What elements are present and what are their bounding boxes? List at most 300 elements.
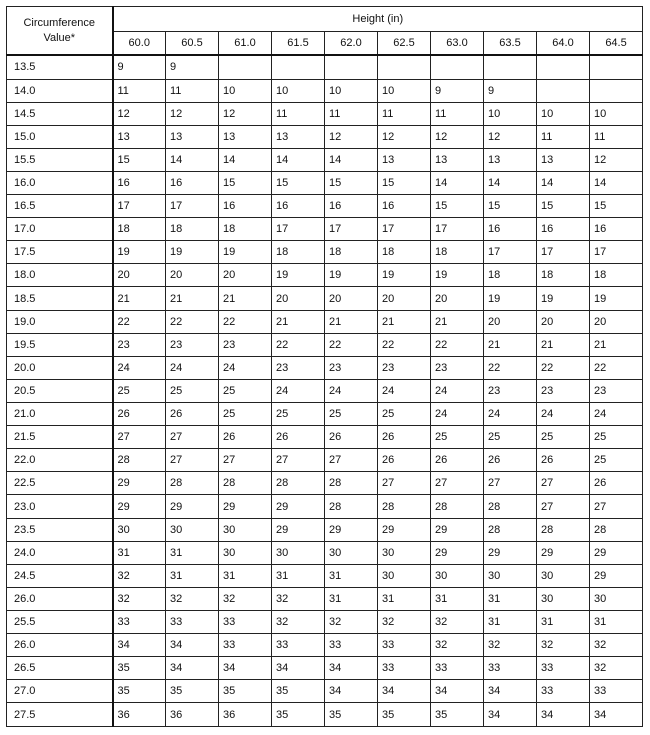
value-cell: 11	[325, 102, 378, 125]
value-cell: 14	[325, 148, 378, 171]
value-cell: 30	[537, 587, 590, 610]
value-cell: 15	[484, 195, 537, 218]
value-cell: 9	[484, 79, 537, 102]
value-cell: 28	[219, 472, 272, 495]
value-cell: 14	[590, 171, 643, 194]
table-row	[7, 403, 643, 426]
value-cell: 32	[431, 634, 484, 657]
value-cell: 28	[325, 495, 378, 518]
value-cell: 12	[113, 102, 166, 125]
circumference-cell: 25.5	[7, 611, 113, 634]
value-cell: 18	[537, 264, 590, 287]
value-cell: 19	[590, 287, 643, 310]
circumference-header-line1: Circumference	[23, 16, 96, 29]
value-cell: 25	[590, 449, 643, 472]
table-row	[7, 449, 643, 472]
circumference-cell: 21.0	[7, 403, 113, 426]
value-cell	[272, 55, 325, 79]
value-cell: 31	[537, 611, 590, 634]
table-row	[7, 195, 643, 218]
value-cell: 10	[325, 79, 378, 102]
value-cell: 15	[113, 148, 166, 171]
value-cell: 32	[590, 634, 643, 657]
value-cell: 31	[219, 564, 272, 587]
value-cell: 24	[537, 403, 590, 426]
circumference-cell: 21.5	[7, 426, 113, 449]
value-cell: 17	[113, 195, 166, 218]
value-cell: 29	[272, 518, 325, 541]
value-cell: 12	[166, 102, 219, 125]
value-cell: 14	[484, 171, 537, 194]
value-cell: 34	[325, 657, 378, 680]
value-cell: 23	[325, 356, 378, 379]
value-cell: 19	[325, 264, 378, 287]
circumference-cell: 27.5	[7, 703, 113, 727]
value-cell: 18	[484, 264, 537, 287]
value-cell: 11	[272, 102, 325, 125]
value-cell: 29	[219, 495, 272, 518]
value-cell: 32	[431, 611, 484, 634]
value-cell: 35	[219, 680, 272, 703]
value-cell: 30	[378, 541, 431, 564]
value-cell: 15	[325, 171, 378, 194]
value-cell: 17	[272, 218, 325, 241]
value-cell: 10	[378, 79, 431, 102]
value-cell: 17	[590, 241, 643, 264]
value-cell: 17	[484, 241, 537, 264]
value-cell: 22	[325, 333, 378, 356]
value-cell: 34	[378, 680, 431, 703]
value-cell: 34	[325, 680, 378, 703]
value-cell: 15	[378, 171, 431, 194]
value-cell: 20	[272, 287, 325, 310]
value-cell: 34	[219, 657, 272, 680]
value-cell: 27	[484, 472, 537, 495]
value-cell: 32	[378, 611, 431, 634]
value-cell: 30	[113, 518, 166, 541]
table-row	[7, 703, 643, 727]
value-cell: 35	[113, 680, 166, 703]
value-cell: 22	[272, 333, 325, 356]
value-cell: 15	[537, 195, 590, 218]
height-header-cell: 60.5	[166, 32, 219, 56]
value-cell: 28	[590, 518, 643, 541]
value-cell: 18	[166, 218, 219, 241]
circumference-cell: 23.0	[7, 495, 113, 518]
value-cell: 19	[537, 287, 590, 310]
value-cell: 15	[219, 171, 272, 194]
table-row	[7, 148, 643, 171]
value-cell: 31	[484, 611, 537, 634]
value-cell: 31	[378, 587, 431, 610]
height-header-cell: 63.0	[431, 32, 484, 56]
table-row	[7, 680, 643, 703]
value-cell: 12	[590, 148, 643, 171]
value-cell: 24	[325, 379, 378, 402]
value-cell: 36	[166, 703, 219, 727]
value-cell: 18	[219, 218, 272, 241]
value-cell: 31	[113, 541, 166, 564]
value-cell: 17	[325, 218, 378, 241]
value-cell: 10	[272, 79, 325, 102]
value-cell: 30	[537, 564, 590, 587]
value-cell: 26	[537, 449, 590, 472]
circumference-cell: 14.0	[7, 79, 113, 102]
value-cell: 34	[484, 703, 537, 727]
value-cell: 20	[166, 264, 219, 287]
value-cell: 22	[219, 310, 272, 333]
height-header-cell: 62.0	[325, 32, 378, 56]
table-row	[7, 102, 643, 125]
value-cell: 29	[590, 541, 643, 564]
value-cell: 34	[272, 657, 325, 680]
value-cell	[537, 55, 590, 79]
value-cell: 11	[431, 102, 484, 125]
value-cell: 20	[590, 310, 643, 333]
table-body	[7, 55, 643, 727]
value-cell: 16	[590, 218, 643, 241]
table-row	[7, 587, 643, 610]
value-cell: 16	[325, 195, 378, 218]
value-cell: 19	[219, 241, 272, 264]
value-cell: 33	[484, 657, 537, 680]
value-cell: 11	[537, 125, 590, 148]
value-cell: 12	[219, 102, 272, 125]
circumference-column-header	[7, 7, 113, 56]
value-cell: 9	[166, 55, 219, 79]
value-cell: 33	[431, 657, 484, 680]
value-cell: 30	[219, 541, 272, 564]
value-cell: 19	[484, 287, 537, 310]
value-cell: 28	[113, 449, 166, 472]
value-cell: 36	[219, 703, 272, 727]
value-cell: 30	[431, 564, 484, 587]
value-cell: 9	[431, 79, 484, 102]
value-cell: 34	[166, 657, 219, 680]
value-cell: 25	[537, 426, 590, 449]
value-cell: 11	[166, 79, 219, 102]
value-cell: 28	[484, 518, 537, 541]
value-cell: 27	[378, 472, 431, 495]
table-row	[7, 55, 643, 79]
value-cell: 31	[272, 564, 325, 587]
value-cell	[590, 55, 643, 79]
value-cell: 33	[113, 611, 166, 634]
value-cell: 33	[219, 634, 272, 657]
table-row	[7, 310, 643, 333]
value-cell: 29	[113, 472, 166, 495]
value-cell: 30	[378, 564, 431, 587]
value-cell: 26	[113, 403, 166, 426]
value-cell: 32	[272, 611, 325, 634]
value-cell: 27	[272, 449, 325, 472]
value-cell: 25	[484, 426, 537, 449]
value-cell: 29	[166, 495, 219, 518]
value-cell: 34	[431, 680, 484, 703]
value-cell: 23	[272, 356, 325, 379]
value-cell: 19	[113, 241, 166, 264]
table-row	[7, 171, 643, 194]
value-cell: 10	[537, 102, 590, 125]
value-cell: 34	[484, 680, 537, 703]
value-cell	[219, 55, 272, 79]
value-cell: 24	[431, 403, 484, 426]
value-cell: 31	[325, 587, 378, 610]
value-cell: 14	[537, 171, 590, 194]
value-cell: 22	[537, 356, 590, 379]
value-cell: 19	[431, 264, 484, 287]
value-cell: 21	[272, 310, 325, 333]
table-row	[7, 218, 643, 241]
value-cell: 33	[219, 611, 272, 634]
value-cell: 18	[431, 241, 484, 264]
value-cell: 35	[113, 657, 166, 680]
value-cell	[431, 55, 484, 79]
value-cell: 21	[378, 310, 431, 333]
value-cell: 13	[537, 148, 590, 171]
value-cell: 12	[378, 125, 431, 148]
value-cell: 30	[166, 518, 219, 541]
value-cell: 21	[166, 287, 219, 310]
value-cell: 10	[590, 102, 643, 125]
value-cell: 19	[272, 264, 325, 287]
value-cell: 26	[590, 472, 643, 495]
height-header-cell: 64.5	[590, 32, 643, 56]
value-cell: 29	[378, 518, 431, 541]
circumference-cell: 20.0	[7, 356, 113, 379]
value-cell: 33	[325, 634, 378, 657]
value-cell: 24	[219, 356, 272, 379]
value-cell: 15	[590, 195, 643, 218]
value-cell: 16	[272, 195, 325, 218]
value-cell: 20	[378, 287, 431, 310]
value-cell: 33	[537, 680, 590, 703]
value-cell: 22	[378, 333, 431, 356]
value-cell: 13	[431, 148, 484, 171]
value-cell: 24	[272, 379, 325, 402]
value-cell: 26	[378, 426, 431, 449]
value-cell: 33	[378, 634, 431, 657]
value-cell: 29	[325, 518, 378, 541]
value-cell: 22	[166, 310, 219, 333]
table-row	[7, 611, 643, 634]
value-cell: 9	[113, 55, 166, 79]
value-cell: 33	[272, 634, 325, 657]
value-cell: 21	[537, 333, 590, 356]
value-cell: 13	[484, 148, 537, 171]
value-cell	[325, 55, 378, 79]
table-row	[7, 264, 643, 287]
value-cell: 18	[378, 241, 431, 264]
value-cell: 22	[431, 333, 484, 356]
value-cell: 20	[484, 310, 537, 333]
value-cell: 31	[431, 587, 484, 610]
value-cell: 11	[113, 79, 166, 102]
value-cell: 23	[113, 333, 166, 356]
value-cell: 17	[166, 195, 219, 218]
value-cell: 32	[166, 587, 219, 610]
table-row	[7, 495, 643, 518]
value-cell: 18	[272, 241, 325, 264]
value-cell: 28	[272, 472, 325, 495]
value-cell: 29	[431, 518, 484, 541]
value-cell: 20	[219, 264, 272, 287]
value-cell: 35	[325, 703, 378, 727]
value-cell: 26	[219, 426, 272, 449]
value-cell: 21	[325, 310, 378, 333]
value-cell: 24	[113, 356, 166, 379]
value-cell	[590, 79, 643, 102]
header-row-group	[7, 7, 643, 32]
circumference-cell: 16.0	[7, 171, 113, 194]
value-cell: 13	[219, 125, 272, 148]
value-cell: 13	[272, 125, 325, 148]
value-cell: 12	[325, 125, 378, 148]
table-row	[7, 472, 643, 495]
value-cell: 31	[590, 611, 643, 634]
value-cell: 15	[431, 195, 484, 218]
value-cell: 32	[537, 634, 590, 657]
circumference-cell: 20.5	[7, 379, 113, 402]
value-cell: 19	[378, 264, 431, 287]
value-cell: 16	[484, 218, 537, 241]
value-cell: 13	[113, 125, 166, 148]
value-cell: 22	[484, 356, 537, 379]
value-cell: 32	[113, 587, 166, 610]
value-cell: 23	[219, 333, 272, 356]
value-cell: 17	[537, 241, 590, 264]
value-cell: 21	[484, 333, 537, 356]
value-cell: 15	[272, 171, 325, 194]
value-cell: 16	[378, 195, 431, 218]
value-cell: 13	[166, 125, 219, 148]
circumference-cell: 13.5	[7, 55, 113, 79]
circumference-cell: 18.5	[7, 287, 113, 310]
value-cell: 30	[325, 541, 378, 564]
circumference-cell: 26.0	[7, 634, 113, 657]
value-cell: 23	[378, 356, 431, 379]
value-cell: 16	[166, 171, 219, 194]
value-cell: 10	[484, 102, 537, 125]
table-row	[7, 541, 643, 564]
value-cell	[484, 55, 537, 79]
value-cell: 28	[378, 495, 431, 518]
value-cell: 32	[325, 611, 378, 634]
value-cell: 29	[113, 495, 166, 518]
height-header-cell: 63.5	[484, 32, 537, 56]
value-cell: 20	[325, 287, 378, 310]
value-cell: 28	[431, 495, 484, 518]
value-cell: 24	[484, 403, 537, 426]
value-cell: 13	[378, 148, 431, 171]
table-row	[7, 634, 643, 657]
value-cell: 25	[378, 403, 431, 426]
value-cell: 19	[166, 241, 219, 264]
value-cell: 28	[325, 472, 378, 495]
value-cell: 31	[325, 564, 378, 587]
value-cell: 29	[272, 495, 325, 518]
circumference-cell: 24.0	[7, 541, 113, 564]
circumference-cell: 26.0	[7, 587, 113, 610]
value-cell: 29	[590, 564, 643, 587]
circumference-cell: 19.0	[7, 310, 113, 333]
value-cell: 30	[272, 541, 325, 564]
circumference-cell: 27.0	[7, 680, 113, 703]
value-cell: 29	[431, 541, 484, 564]
value-cell: 25	[219, 379, 272, 402]
value-cell: 33	[166, 611, 219, 634]
value-cell: 32	[219, 587, 272, 610]
circumference-cell: 16.5	[7, 195, 113, 218]
value-cell: 14	[166, 148, 219, 171]
value-cell: 31	[166, 564, 219, 587]
value-cell: 32	[113, 564, 166, 587]
value-cell: 26	[484, 449, 537, 472]
value-cell: 12	[431, 125, 484, 148]
value-cell: 29	[484, 541, 537, 564]
value-cell: 16	[219, 195, 272, 218]
table-row	[7, 518, 643, 541]
circumference-height-table	[6, 6, 643, 727]
value-cell: 24	[590, 403, 643, 426]
value-cell: 30	[484, 564, 537, 587]
value-cell: 23	[166, 333, 219, 356]
value-cell: 31	[166, 541, 219, 564]
value-cell: 27	[113, 426, 166, 449]
table-row	[7, 564, 643, 587]
circumference-cell: 26.5	[7, 657, 113, 680]
value-cell: 35	[166, 680, 219, 703]
value-cell: 34	[113, 634, 166, 657]
value-cell: 35	[272, 703, 325, 727]
value-cell: 34	[166, 634, 219, 657]
value-cell: 32	[590, 657, 643, 680]
value-cell: 17	[378, 218, 431, 241]
value-cell: 14	[431, 171, 484, 194]
value-cell: 27	[431, 472, 484, 495]
value-cell: 24	[431, 379, 484, 402]
value-cell: 25	[113, 379, 166, 402]
value-cell: 27	[166, 426, 219, 449]
circumference-cell: 15.5	[7, 148, 113, 171]
value-cell: 27	[325, 449, 378, 472]
value-cell: 20	[113, 264, 166, 287]
value-cell: 20	[431, 287, 484, 310]
value-cell: 12	[484, 125, 537, 148]
value-cell: 26	[272, 426, 325, 449]
height-header-cell: 60.0	[113, 32, 166, 56]
value-cell: 11	[378, 102, 431, 125]
value-cell	[537, 79, 590, 102]
value-cell: 27	[537, 472, 590, 495]
circumference-cell: 17.0	[7, 218, 113, 241]
table-row	[7, 241, 643, 264]
value-cell: 21	[590, 333, 643, 356]
circumference-header-line2: Value*	[43, 31, 76, 44]
circumference-cell: 15.0	[7, 125, 113, 148]
value-cell: 27	[166, 449, 219, 472]
table-row	[7, 333, 643, 356]
table-row	[7, 356, 643, 379]
circumference-cell: 23.5	[7, 518, 113, 541]
height-header-cell: 62.5	[378, 32, 431, 56]
circumference-cell: 22.5	[7, 472, 113, 495]
value-cell: 21	[431, 310, 484, 333]
value-cell: 30	[219, 518, 272, 541]
value-cell: 32	[484, 634, 537, 657]
value-cell: 21	[219, 287, 272, 310]
value-cell: 25	[431, 426, 484, 449]
